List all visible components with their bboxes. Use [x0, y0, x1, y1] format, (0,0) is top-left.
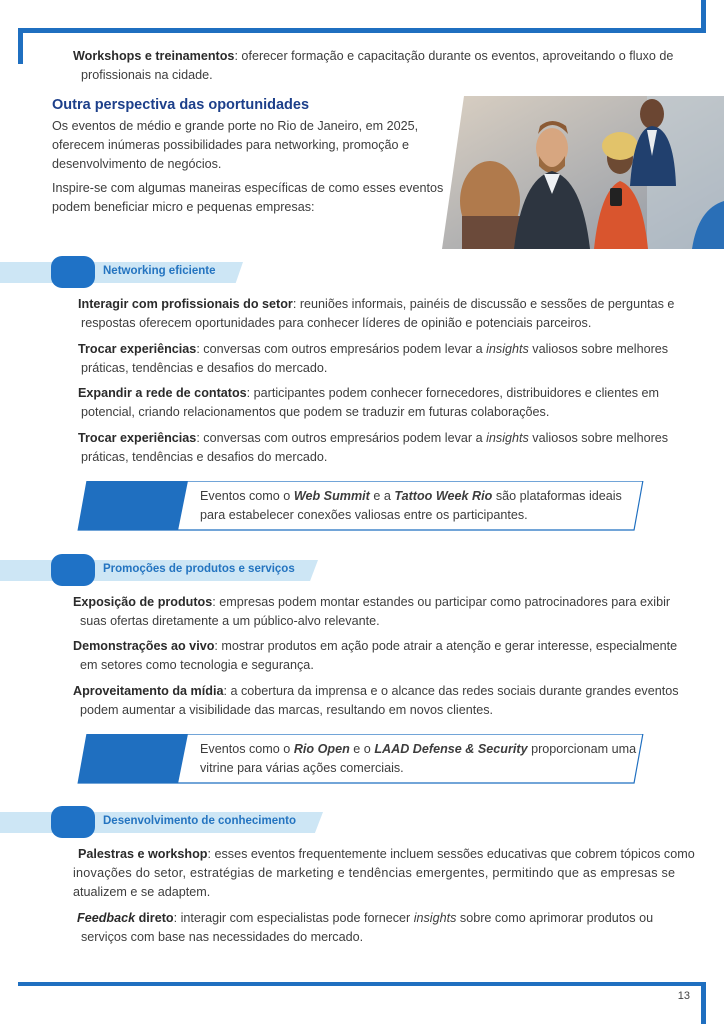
item-text: : a cobertura da imprensa e o alcance das redes sociais durante grandes eventos [223, 684, 679, 698]
item-text-line2: podem aumentar a visibilidade das marcas, resultando em novos clientes. [80, 703, 494, 717]
bottom-border-line [18, 982, 706, 986]
photo-illustration [442, 96, 724, 249]
callout-text-part: Eventos como o [200, 489, 294, 503]
item-text: : interagir com especialistas pode fornecer [173, 911, 414, 925]
top-right-border-line [701, 0, 706, 33]
callout-text-part: e o [349, 742, 375, 756]
item-text-line2: suas ofertas diretamente a um público-alvo relevante. [80, 614, 380, 628]
callout-text [200, 487, 640, 525]
perspective-heading: Outra perspectiva das oportunidades [52, 97, 310, 113]
list-item [78, 429, 688, 467]
item-text-line3: atualizem e se adaptem. [73, 885, 211, 899]
list-item [73, 682, 688, 720]
event-name: Tattoo Week Rio [394, 489, 493, 503]
perspective-paragraph-1 [52, 117, 437, 174]
item-text: : esses eventos frequentemente incluem sessões educativas que cobrem tópicos como [207, 847, 695, 861]
item-text: sobre como aprimorar produtos ou [456, 911, 654, 925]
item-text-line2: profissionais na cidade. [81, 68, 213, 82]
event-name: Rio Open [293, 742, 350, 756]
item-title: Trocar experiências [78, 342, 197, 356]
item-text: : conversas com outros empresários podem levar a [196, 431, 487, 445]
section-marker [51, 554, 95, 586]
callout-text-part: e a [369, 489, 395, 503]
item-title: direto [135, 911, 174, 925]
para-line: desenvolvimento de negócios. [52, 157, 222, 171]
workshops-item [73, 47, 693, 85]
item-italic: insights [486, 342, 529, 356]
list-item [73, 593, 688, 631]
para-line: oferecem inúmeras possibilidades para networking, promoção e [52, 138, 410, 152]
item-text: valiosos sobre melhores [528, 431, 669, 445]
networking-section-label: Networking eficiente [103, 265, 216, 277]
list-item [78, 340, 688, 378]
item-title: Workshops e treinamentos [73, 49, 235, 63]
item-text-line2: potencial, criando relacionamentos que podem se traduzir em futuras colaborações. [81, 405, 550, 419]
list-item [78, 295, 688, 333]
business-networking-photo [442, 96, 724, 249]
page-number: 13 [677, 990, 690, 1002]
callout-text [200, 740, 640, 778]
list-item [73, 845, 695, 902]
item-text: valiosos sobre melhores [528, 342, 669, 356]
item-text: : empresas podem montar estandes ou participar como patrocinadores para exibir [212, 595, 671, 609]
item-title: Expandir a rede de contatos [78, 386, 247, 400]
item-text-line2: respostas oferecem oportunidades para conhecer líderes de opinião e potenciais parceiros. [81, 316, 592, 330]
item-text-line2: inovações do setor, estratégias de marketing e tendências emergentes, permitindo que as empresas se [73, 866, 676, 880]
knowledge-section-label: Desenvolvimento de conhecimento [103, 815, 296, 827]
item-italic: insights [486, 431, 529, 445]
item-text-line2: práticas, tendências e desafios do mercado. [81, 450, 328, 464]
item-title: Aproveitamento da mídia [73, 684, 224, 698]
callout-text-line2: vitrine para várias ações comerciais. [200, 761, 404, 775]
event-name: Web Summit [293, 489, 370, 503]
item-text: : oferecer formação e capacitação durante os eventos, aproveitando o fluxo de [234, 49, 674, 63]
item-text: : participantes podem conhecer fornecedores, distribuidores e clientes em [246, 386, 659, 400]
para-line: Os eventos de médio e grande porte no Rio de Janeiro, em 2025, [52, 119, 419, 133]
item-text: : conversas com outros empresários podem levar a [196, 342, 487, 356]
item-text-line2: práticas, tendências e desafios do mercado. [81, 361, 328, 375]
event-name: LAAD Defense & Security [374, 742, 528, 756]
item-title: Palestras e workshop [78, 847, 208, 861]
callout-text-part: Eventos como o [200, 742, 294, 756]
para-line: Inspire-se com algumas maneiras específicas de como esses eventos [52, 181, 444, 195]
item-title: Interagir com profissionais do setor [78, 297, 293, 311]
list-item [77, 909, 689, 947]
item-text: : mostrar produtos em ação pode atrair a atenção e gerar interesse, especialmente [214, 639, 678, 653]
perspective-paragraph-2 [52, 179, 447, 217]
top-border-line [18, 28, 706, 33]
callout-text-line2: estabelecer conexões valiosas entre os participantes. [228, 508, 528, 522]
list-item [73, 637, 688, 675]
promotions-section-label: Promoções de produtos e serviços [103, 563, 295, 575]
item-text: : reuniões informais, painéis de discussão e sessões de perguntas e [292, 297, 675, 311]
callout-text-part: são plataformas ideais para [200, 489, 622, 522]
section-marker [51, 806, 95, 838]
callout-text-part: proporcionam uma [527, 742, 637, 756]
item-title: Trocar experiências [78, 431, 197, 445]
list-item [78, 384, 688, 422]
item-title: Demonstrações ao vivo [73, 639, 215, 653]
item-text-line2: serviços com base nas necessidades do mercado. [81, 930, 364, 944]
bottom-right-border-line [701, 982, 706, 1024]
item-title: Feedback [77, 911, 136, 925]
item-italic: insights [413, 911, 457, 925]
item-text-line2: em setores como tecnologia e segurança. [80, 658, 314, 672]
para-line: podem beneficiar micro e pequenas empresas: [52, 200, 315, 214]
top-left-border-line [18, 28, 23, 64]
item-title: Exposição de produtos [73, 595, 213, 609]
section-marker [51, 256, 95, 288]
